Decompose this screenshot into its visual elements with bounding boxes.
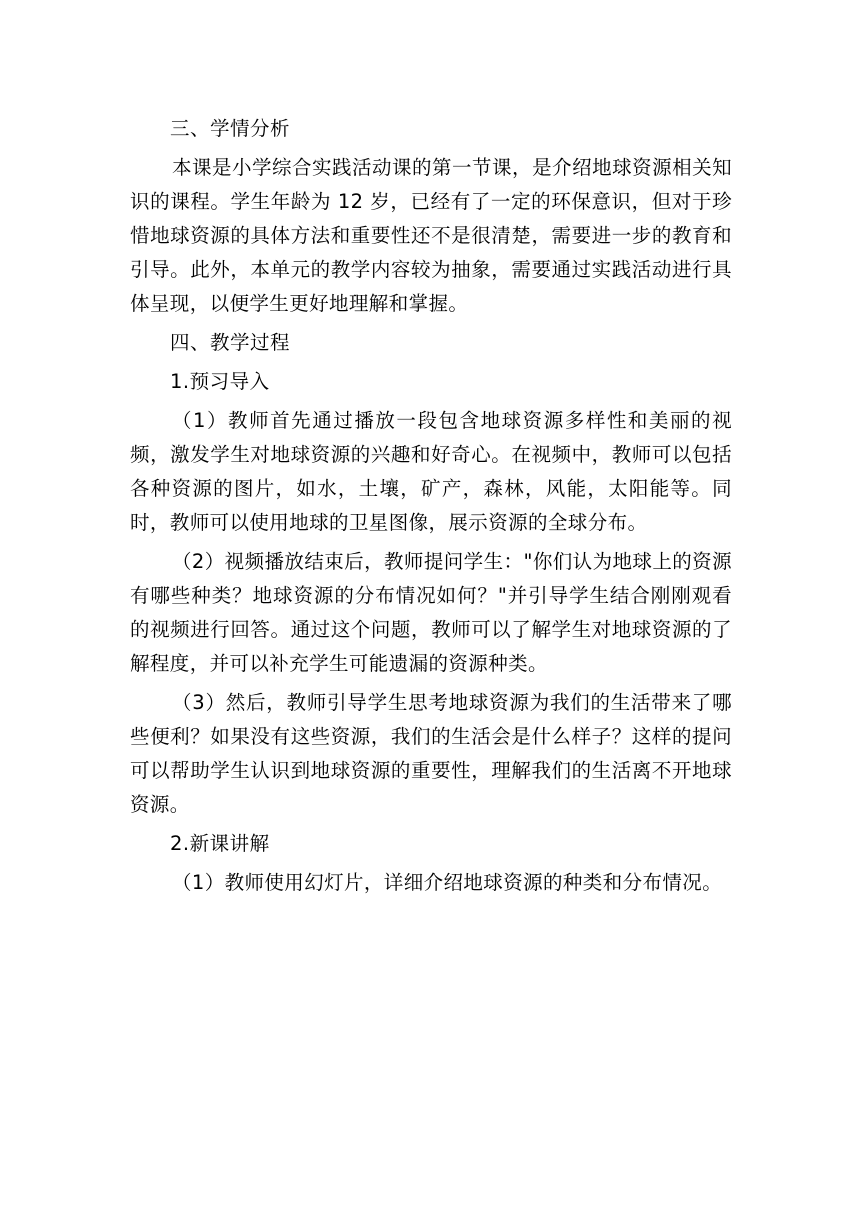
preview-item-3: （3）然后，教师引导学生思考地球资源为我们的生活带来了哪些便利？如果没有这些资源，我们的生活会是什么样子？这样的提问可以帮助学生认识到地球资源的重要性，理解我们的生活离不开地球资源。 [130,691,732,816]
new-lesson-item-1: （1）教师使用幻灯片，详细介绍地球资源的种类和分布情况。 [172,871,723,894]
learner-analysis-paragraph: 本课是小学综合实践活动课的第一节课，是介绍地球资源相关知识的课程。学生年龄为 12 岁，已经有了一定的环保意识，但对于珍惜地球资源的具体方法和重要性还不是很清楚，需要进一步的教育和引导。此外，本单元的教学内容较为抽象，需要通过实践活动进行具体呈现，以便学生更好地理解和掌握。 [130,156,732,315]
section-heading-teaching-process: 四、教学过程 [170,331,291,354]
step-heading-preview: 1.预习导入 [170,370,270,393]
preview-item-2: （2）视频播放结束后，教师提问学生："你们认为地球上的资源有哪些种类？地球资源的分布情况如何？"并引导学生结合刚刚观看的视频进行回答。通过这个问题，教师可以了解学生对地球资源的了解程度，并可以补充学生可能遗漏的资源种类。 [130,550,732,675]
step-heading-new-lesson: 2.新课讲解 [170,832,270,855]
preview-item-1: （1）教师首先通过播放一段包含地球资源多样性和美丽的视频，激发学生对地球资源的兴趣和好奇心。在视频中，教师可以包括各种资源的图片，如水，土壤，矿产，森林，风能，太阳能等。同时，教师可以使用地球的卫星图像，展示资源的全球分布。 [130,409,732,534]
section-heading-learner-analysis: 三、学情分析 [170,117,291,140]
document-body [130,112,732,900]
